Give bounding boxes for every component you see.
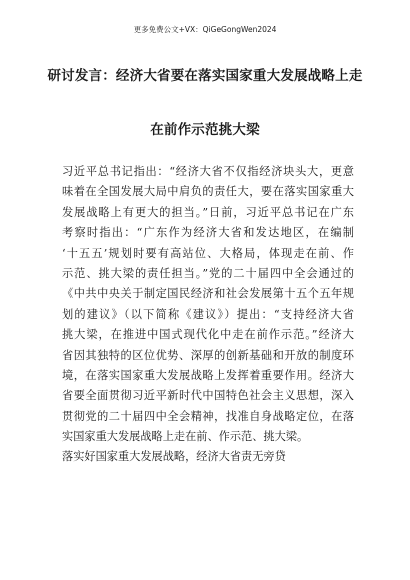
section-heading: 落实好国家重大发展战略，经济大省责无旁贷	[62, 450, 286, 464]
body-line: 省要全面贯彻习近平新时代中国特色社会主义思想，深入	[62, 389, 354, 403]
body-line: 境，在落实国家重大发展战略上发挥着重要作用。经济大	[62, 368, 354, 382]
body-line: 发展战略上有更大的担当。”日前，习近平总书记在广东	[62, 205, 354, 219]
body-line: 习近平总书记指出：“经济大省不仅指经济块头大，更意	[62, 165, 354, 178]
body-line: 《中共中央关于制定国民经济和社会发展第十五个五年规	[62, 287, 354, 301]
body-line: 挑大梁，在推进中国式现代化中走在前作示范。”经济大	[62, 328, 354, 342]
body-line: 示范、挑大梁的责任担当。”党的二十届四中全会通过的	[62, 266, 354, 280]
body-line: 味着在全国发展大局中肩负的责任大，要在落实国家重大	[62, 185, 354, 199]
header-note: 更多免费公文+VX：QiGeGongWen2024	[133, 25, 277, 34]
body-line: 省因其独特的区位优势、深厚的创新基础和开放的制度环	[62, 348, 354, 362]
body-line: 贯彻党的二十届四中全会精神，找准自身战略定位，在落	[62, 409, 354, 423]
body-line: 实国家重大发展战略上走在前、作示范、挑大梁。	[62, 430, 309, 444]
body-line: 划的建议》（以下简称《建议》）提出：“支持经济大省	[62, 307, 354, 321]
document-title-line-2: 在前作示范挑大梁	[150, 122, 260, 138]
document-body	[62, 162, 354, 468]
document-title-line-1: 研讨发言：经济大省要在落实国家重大发展战略上走	[47, 68, 363, 84]
body-line: ‘十五五’规划时要有高站位、大格局，体现走在前、作	[62, 246, 354, 260]
body-line: 考察时指出：“广东作为经济大省和发达地区，在编制	[62, 226, 354, 240]
